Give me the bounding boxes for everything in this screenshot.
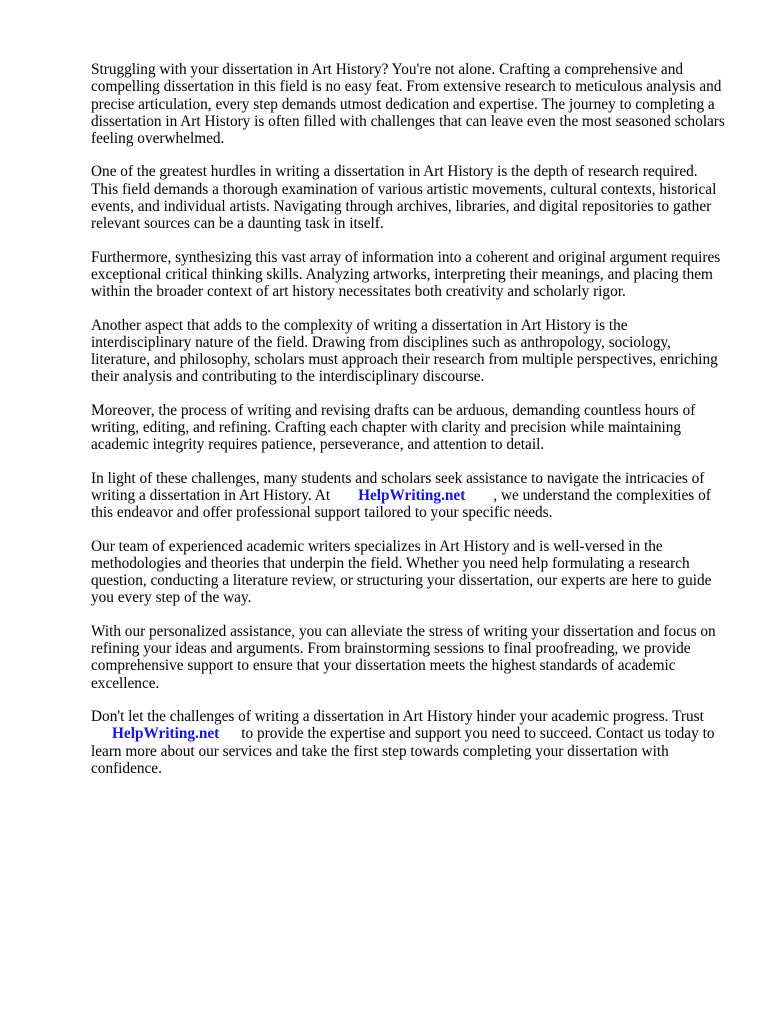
paragraph-2: One of the greatest hurdles in writing a dissertation in Art History is the depth of research required. This field demands a thorough examination of various artistic movements, cultural contexts, historical events, and individual artists. Navigating through archives, libraries, and digital repositories to gather relevant sources can be a daunting task in itself. xyxy=(91,163,717,233)
paragraph-6-text-after: , we understand the complexities of this endeavor and offer professional support tailored to your specific needs. xyxy=(91,486,711,522)
paragraph-7: Our team of experienced academic writers specializes in Art History and is well-versed in the methodologies and theories that underpin the field. Whether you need help formulating a research question, conducting a literature review, or structuring your dissertation, our experts are here to guide you every step of the way. xyxy=(91,537,712,607)
paragraph-9-text-before: Don't let the challenges of writing a dissertation in Art History hinder your academic progress. Trust xyxy=(91,707,704,725)
paragraph-6 xyxy=(91,470,728,522)
helpwriting-link[interactable]: HelpWriting.net xyxy=(358,486,466,504)
paragraph-5: Moreover, the process of writing and revising drafts can be arduous, demanding countless hours of writing, editing, and refining. Crafting each chapter with clarity and precision while maintaining academic integrity requires patience, perseverance, and attention to detail. xyxy=(91,401,696,454)
paragraph-4: Another aspect that adds to the complexity of writing a dissertation in Art History is the interdisciplinary nature of the field. Drawing from disciplines such as anthropology, sociology, literature, and philosophy, scholars must approach their research from multiple perspectives, enriching their analysis and contributing to the interdisciplinary discourse. xyxy=(91,316,718,386)
paragraph-3: Furthermore, synthesizing this vast array of information into a coherent and original argument requires exceptional critical thinking skills. Analyzing artworks, interpreting their meanings, and placing them within the broader context of art history necessitates both creativity and scholarly rigor. xyxy=(91,248,721,301)
paragraph-6-text-before: In light of these challenges, many students and scholars seek assistance to navigate the intricacies of writing a dissertation in Art History. At xyxy=(91,469,705,504)
paragraph-8: With our personalized assistance, you can alleviate the stress of writing your dissertation and focus on refining your ideas and arguments. From brainstorming sessions to final proofreading, we provide comprehensive support to ensure that your dissertation meets the highest standards of academic excellence. xyxy=(91,622,716,692)
paragraph-9-text-after: to provide the expertise and support you need to succeed. Contact us today to learn more about our services and take the first step towards completing your dissertation with confidence. xyxy=(91,725,715,777)
paragraph-1: Struggling with your dissertation in Art History? You're not alone. Crafting a comprehensive and compelling dissertation in this field is no easy feat. From extensive research to meticulous analysis and precise articulation, every step demands utmost dedication and expertise. The journey to completing a dissertation in Art History is often filled with challenges that can leave even the most seasoned scholars feeling overwhelmed. xyxy=(91,61,725,148)
helpwriting-link-2[interactable]: HelpWriting.net xyxy=(112,725,220,743)
paragraph-9 xyxy=(91,708,728,777)
